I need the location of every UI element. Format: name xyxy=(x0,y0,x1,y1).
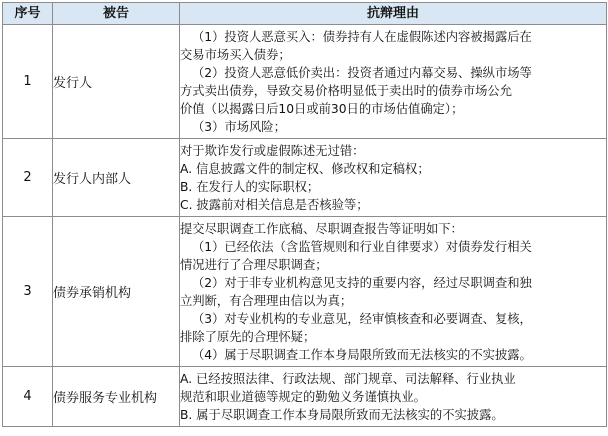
table-row xyxy=(3,139,607,217)
reason-line: B. 属于尽职调查工作本身局限所致而无法核实的不实披露。 xyxy=(180,407,504,422)
reason-line: （1）投资人恶意买入：债券持有人在虚假陈述内容被揭露后在 xyxy=(192,29,532,44)
reason-line: （1）已经依法（含监管规则和行业自律要求）对债券发行相关 xyxy=(192,239,532,254)
reason-line: 情况进行了合理尽职调查； xyxy=(180,257,328,272)
row-defendant: 发行人 xyxy=(53,25,180,139)
row-defendant: 发行人内部人 xyxy=(53,139,180,217)
row-reason xyxy=(180,25,607,139)
reason-line: （4）属于尽职调查工作本身局限所致而无法核实的不实披露。 xyxy=(192,347,532,362)
row-defendant: 债券服务专业机构 xyxy=(53,367,180,427)
reason-line: （2）对于非专业机构意见支持的重要内容，经过尽职调查和独 xyxy=(192,275,532,290)
reason-line: 立判断，有合理理由信以为真； xyxy=(180,293,353,308)
row-reason xyxy=(180,217,607,367)
reason-line: 交易市场买入债券； xyxy=(180,47,291,62)
reason-line: A. 信息披露文件的制定权、修改权和定稿权； xyxy=(180,161,430,176)
reason-line: （3）对专业机构的专业意见，经审慎核查和必要调查、复核， xyxy=(192,311,532,326)
reason-line: 价值（以揭露日后10日或前30日的市场估值确定）； xyxy=(180,101,464,116)
defense-table xyxy=(2,2,607,427)
reason-line: 提交尽职调查工作底稿、尽职调查报告等证明如下： xyxy=(180,221,463,236)
row-number: 2 xyxy=(3,139,53,217)
row-reason xyxy=(180,139,607,217)
header-row xyxy=(3,3,607,25)
header-reason: 抗辩理由 xyxy=(180,3,607,25)
reason-line: （3）市场风险； xyxy=(192,119,286,134)
table-row xyxy=(3,25,607,139)
reason-line: 排除了原先的合理怀疑； xyxy=(180,329,316,344)
reason-line: 方式卖出债券，导致交易价格明显低于卖出时的债券市场公允 xyxy=(180,83,513,98)
row-number: 3 xyxy=(3,217,53,367)
reason-line: 对于欺诈发行或虚假陈述无过错： xyxy=(180,143,365,158)
reason-line: A. 已经按照法律、行政法规、部门规章、司法解释、行业执业 xyxy=(180,371,516,386)
reason-line: 规范和职业道德等规定的勤勉义务谨慎执业。 xyxy=(180,389,426,404)
reason-line: B. 在发行人的实际职权； xyxy=(180,179,320,194)
reason-line: （2）投资人恶意低价卖出：投资者通过内幕交易、操纵市场等 xyxy=(192,65,532,80)
table-body xyxy=(3,25,607,427)
row-reason xyxy=(180,367,607,427)
row-defendant: 债券承销机构 xyxy=(53,217,180,367)
table-row xyxy=(3,367,607,427)
header-defendant: 被告 xyxy=(53,3,180,25)
header-no: 序号 xyxy=(3,3,53,25)
row-number: 4 xyxy=(3,367,53,427)
table-row xyxy=(3,217,607,367)
row-number: 1 xyxy=(3,25,53,139)
reason-line: C. 披露前对相关信息是否核验等； xyxy=(180,197,369,212)
